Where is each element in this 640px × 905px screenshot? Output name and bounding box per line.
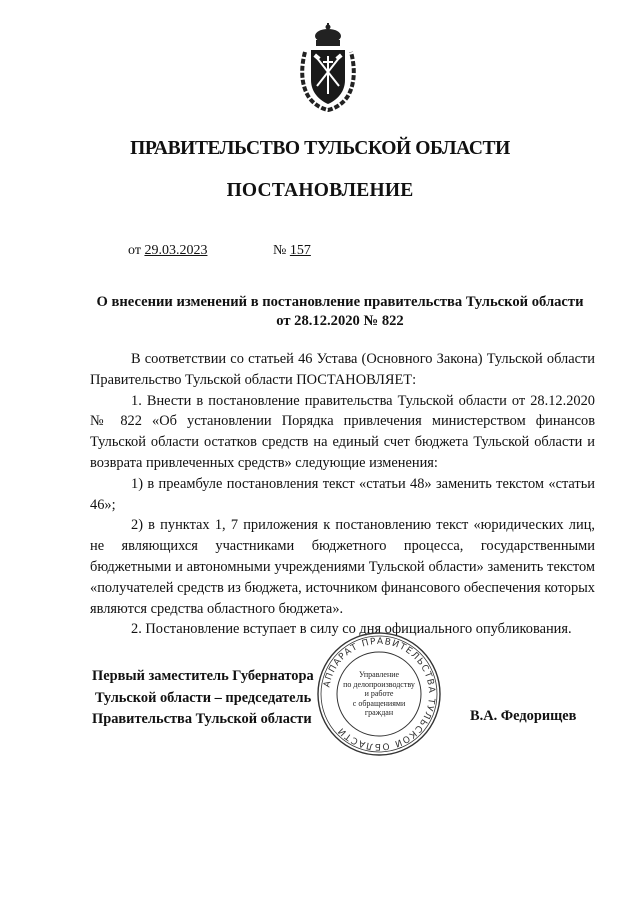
stamp-line: Управление xyxy=(358,670,400,679)
stamp-line: и работе xyxy=(364,689,394,698)
signatory-name: В.А. Федорищев xyxy=(470,708,577,724)
tula-coat-of-arms-emblem xyxy=(299,22,357,112)
subject-line-1: О внесении изменений в постановление правительства Тульской области xyxy=(96,294,584,310)
stamp-line: с обращениями xyxy=(352,698,406,708)
stamp-inner-text xyxy=(336,670,422,718)
signatory-title xyxy=(92,666,314,731)
document-type: ПОСТАНОВЛЕНИЕ xyxy=(226,180,414,201)
body-paragraph: В соответствии со статьей 46 Устава (Основного Закона) Тульской области Правительство Тульской области ПОСТАНОВЛЯЕТ: xyxy=(90,351,595,388)
stamp-ring-text: АППАРАТ ПРАВИТЕЛЬСТВА ТУЛЬСКОЙ ОБЛАСТИ xyxy=(322,636,437,752)
document-date: 29.03.2023 xyxy=(144,243,208,258)
body-paragraph: 2. Постановление вступает в силу со дня официального опубликования. xyxy=(131,621,572,638)
body-paragraph: 1) в преамбуле постановления текст «статьи 48» заменить текстом «статьи 46»; xyxy=(90,475,595,513)
number-block xyxy=(273,243,311,259)
subject-line-2: от 28.12.2020 № 822 xyxy=(276,313,404,329)
document-number: 157 xyxy=(289,243,311,258)
signatory-title-line-3: Правительства Тульской области xyxy=(92,711,312,727)
stamp-line: по делопроизводству xyxy=(343,679,415,689)
document-body xyxy=(90,349,595,640)
body-paragraph: 1. Внести в постановление правительства Тульской области от 28.12.2020 № 822 «Об установлении Порядка привлечения министерством финансов Тульской области остатков средств на единый счет бюджета Тульской области и возврата привлеченных средств» следующие изменения: xyxy=(90,392,595,471)
stamp-line: граждан xyxy=(364,708,394,717)
signatory-title-line-1: Первый заместитель Губернатора xyxy=(92,668,314,684)
number-prefix: № xyxy=(273,243,287,258)
signatory-title-line-2: Тульской области – председатель xyxy=(95,689,312,706)
date-prefix: от xyxy=(128,243,141,258)
document-subject xyxy=(86,293,594,331)
date-block xyxy=(128,243,207,259)
body-paragraph: 2) в пунктах 1, 7 приложения к постановлению текст «юридических лиц, не являющихся участниками бюджетного процесса, государственными бюджетными и автономными учреждениями Тульской области» заменить текстом «получателей средств из бюджета, источником финансового обеспечения которых являются средства областного бюджета». xyxy=(90,517,595,617)
organization-title: ПРАВИТЕЛЬСТВО ТУЛЬСКОЙ ОБЛАСТИ xyxy=(130,138,510,159)
